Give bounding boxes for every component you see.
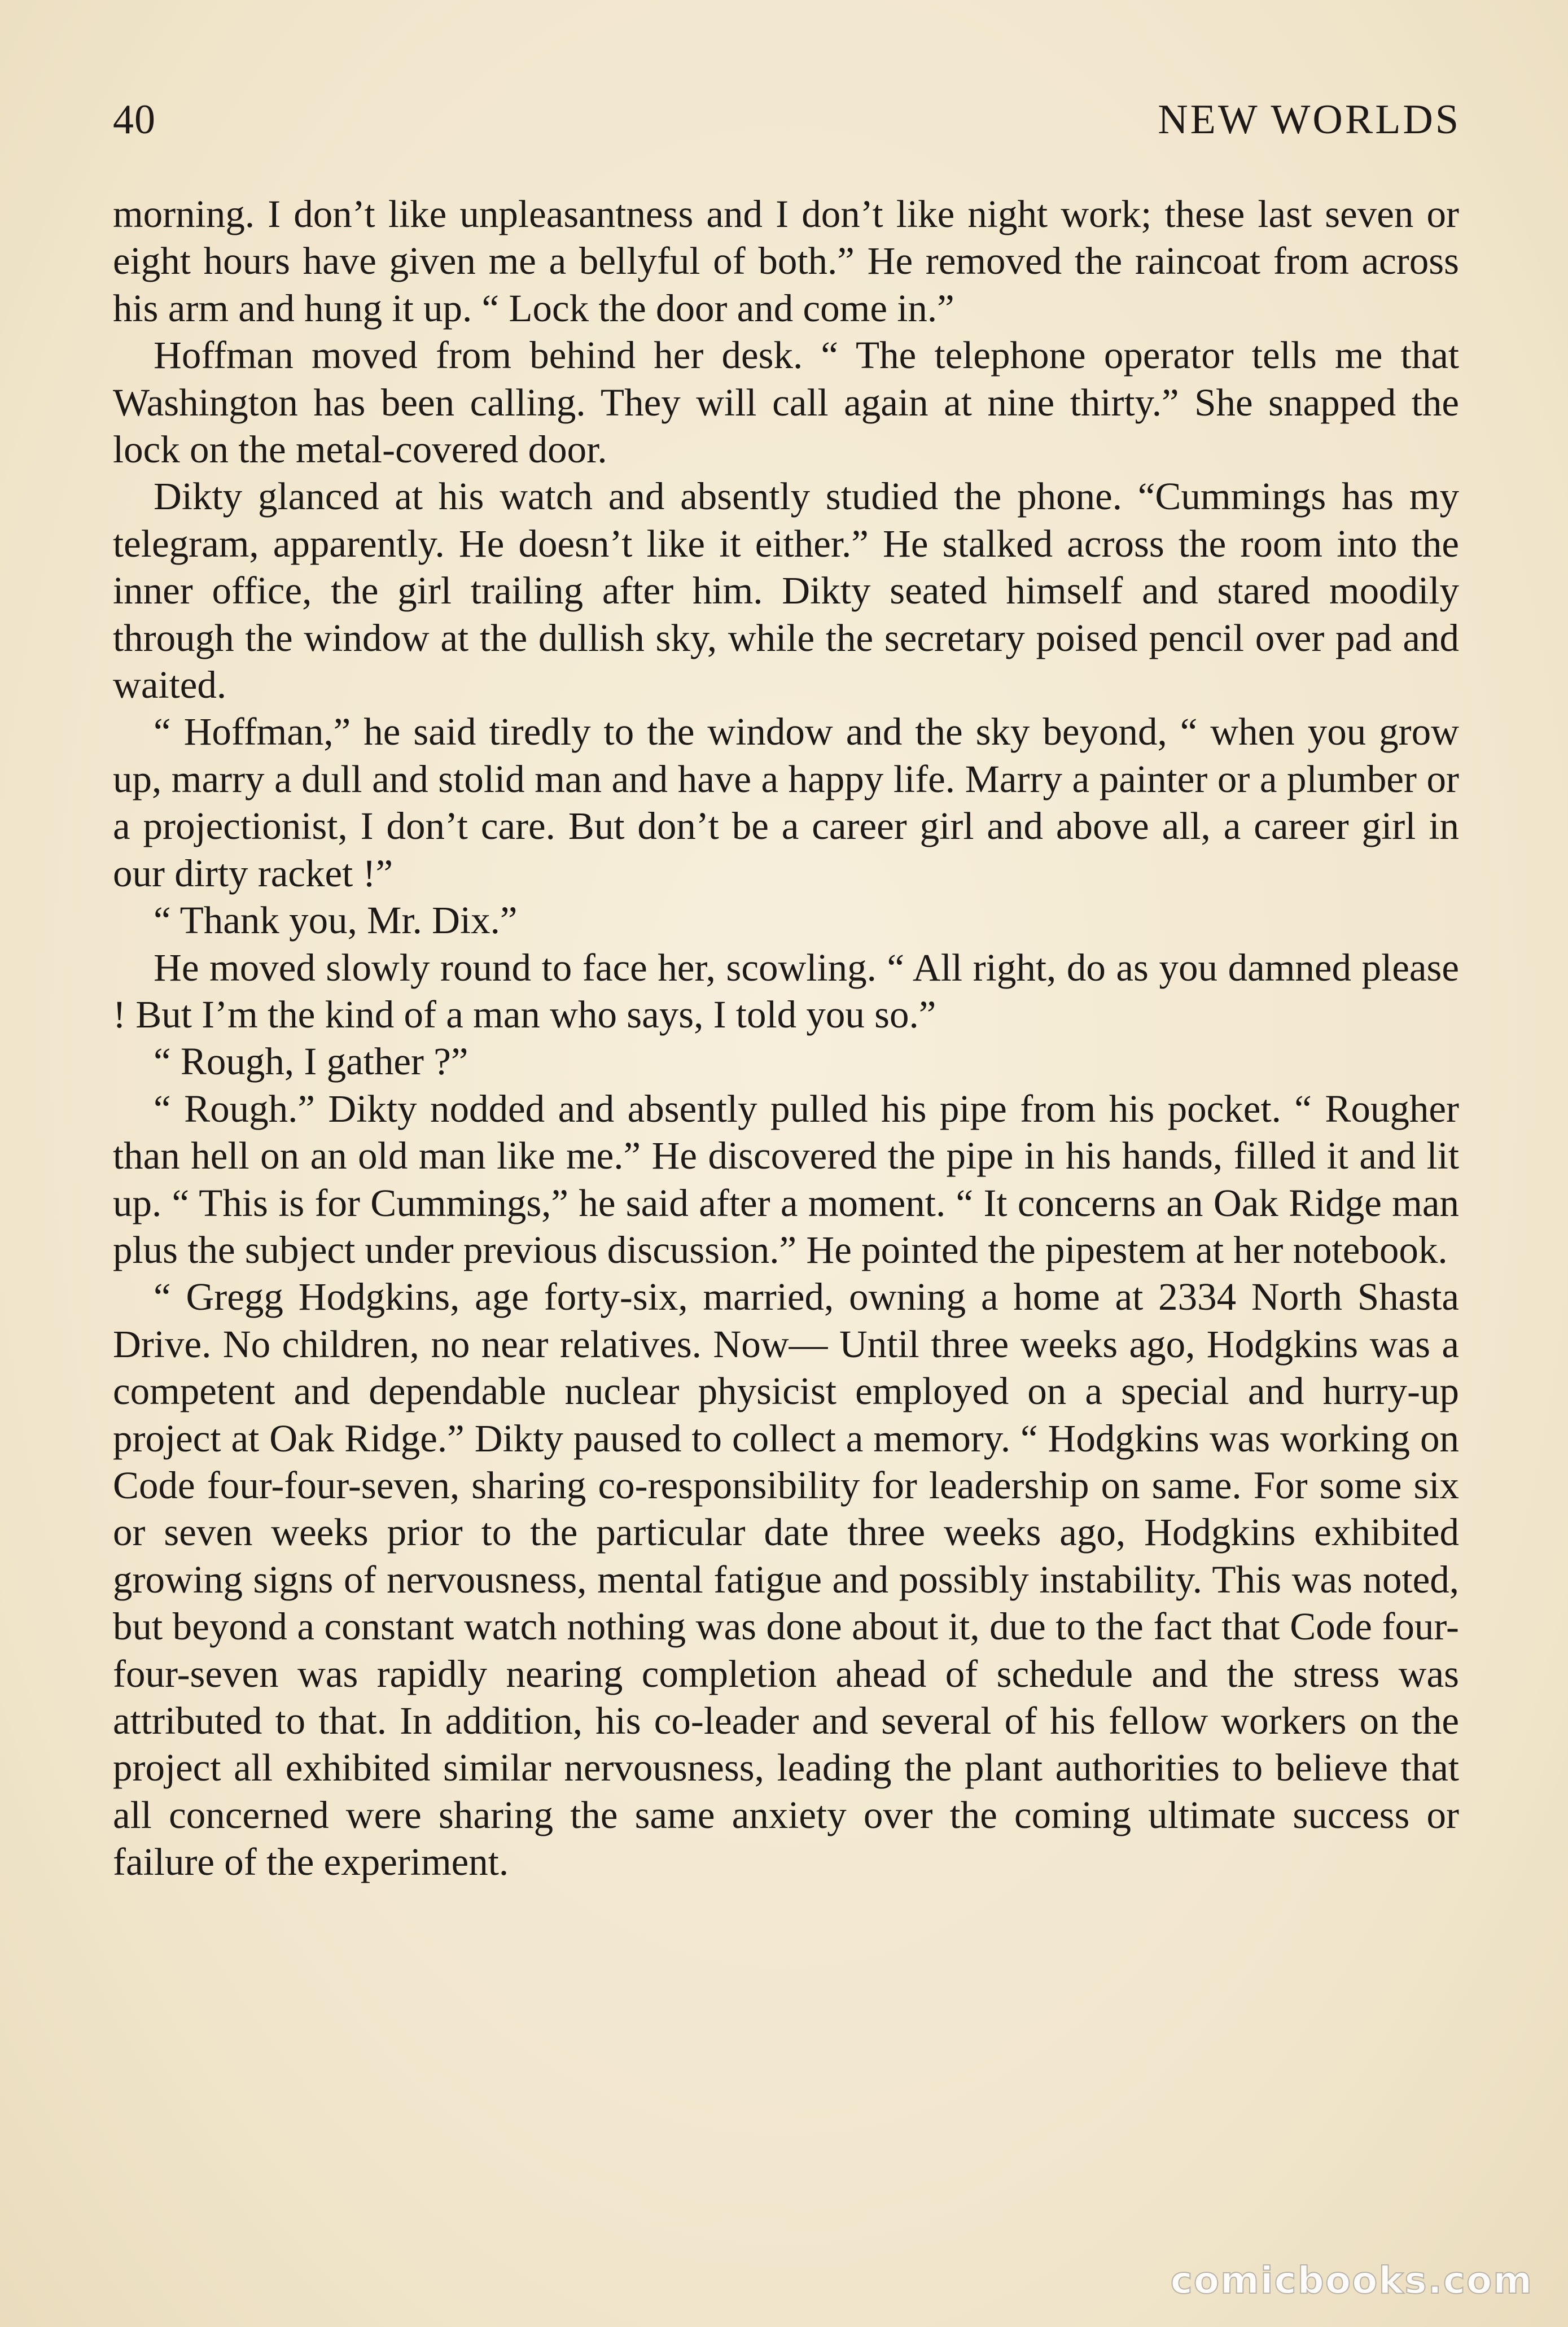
paragraph: “ Rough.” Dikty nodded and absently pulled his pipe from his pocket. “ Rougher than hell on an old man like me.” He discovered the pipe in his hands, filled it and lit up. “ This is for Cummings,” he said after a moment. “ It concerns an Oak Ridge man plus the subject under previous discussion.” He pointed the pipestem at her notebook. xyxy=(113,1087,1459,1271)
paragraph: Hoffman moved from behind her desk. “ The telephone operator tells me that Washington has been calling. They will call again at nine thirty.” She snapped the lock on the metal-covered door. xyxy=(113,334,1459,471)
paragraph: “ Hoffman,” he said tiredly to the window and the sky beyond, “ when you grow up, marry a dull and stolid man and have a happy life. Marry a painter or a plumber or a projectionist, I don’t care. But don’t be a career girl and above all, a career girl in our dirty racket !” xyxy=(113,710,1459,895)
paragraph: “ Gregg Hodgkins, age forty-six, married, owning a home at 2334 North Shasta Drive. No children, no near relatives. Now— Until three weeks ago, Hodgkins was a competent and dependable nuclear physicist employed on a special and hurry-up project at Oak Ridge.” Dikty paused to collect a memory. “ Hodgkins was working on Code four-four-seven, sharing co-responsibility for leadership on same. For some six or seven weeks prior to the particular date three weeks ago, Hodgkins exhibited growing signs of nervousness, mental fatigue and possibly instability. This was noted, but beyond a constant watch nothing was done about it, due to the fact that Code four-four-seven was rapidly nearing completion ahead of schedule and the stress was attributed to that. In addition, his co-leader and several of his fellow workers on the project all exhibited similar nervousness, leading the plant authorities to believe that all concerned were sharing the same anxiety over the coming ultimate success or failure of the experiment. xyxy=(113,1275,1459,1884)
watermark: comicbooks.com xyxy=(1170,2259,1533,2302)
running-head: NEW WORLDS xyxy=(1158,97,1461,143)
paragraph: morning. I don’t like unpleasantness and I don’t like night work; these last seven or eight hours have given me a bellyful of both.” He removed the raincoat from across his arm and hung it up. “ Lock the door and come in.” xyxy=(113,193,1459,330)
paragraph: “ Rough, I gather ?” xyxy=(154,1040,468,1083)
paragraph: “ Thank you, Mr. Dix.” xyxy=(154,899,518,942)
paragraph: He moved slowly round to face her, scowling. “ All right, do as you damned please ! But I’m the kind of a man who says, I told you so.” xyxy=(113,946,1459,1036)
page-number: 40 xyxy=(113,97,156,143)
paragraph: Dikty glanced at his watch and absently studied the phone. “Cummings has my telegram, apparently. He doesn’t like it either.” He stalked across the room into the inner office, the girl trailing after him. Dikty seated himself and stared moodily through the window at the dullish sky, while the secretary poised pencil over pad and waited. xyxy=(113,475,1459,707)
page-header xyxy=(113,96,1461,158)
body-text xyxy=(113,191,1459,1886)
